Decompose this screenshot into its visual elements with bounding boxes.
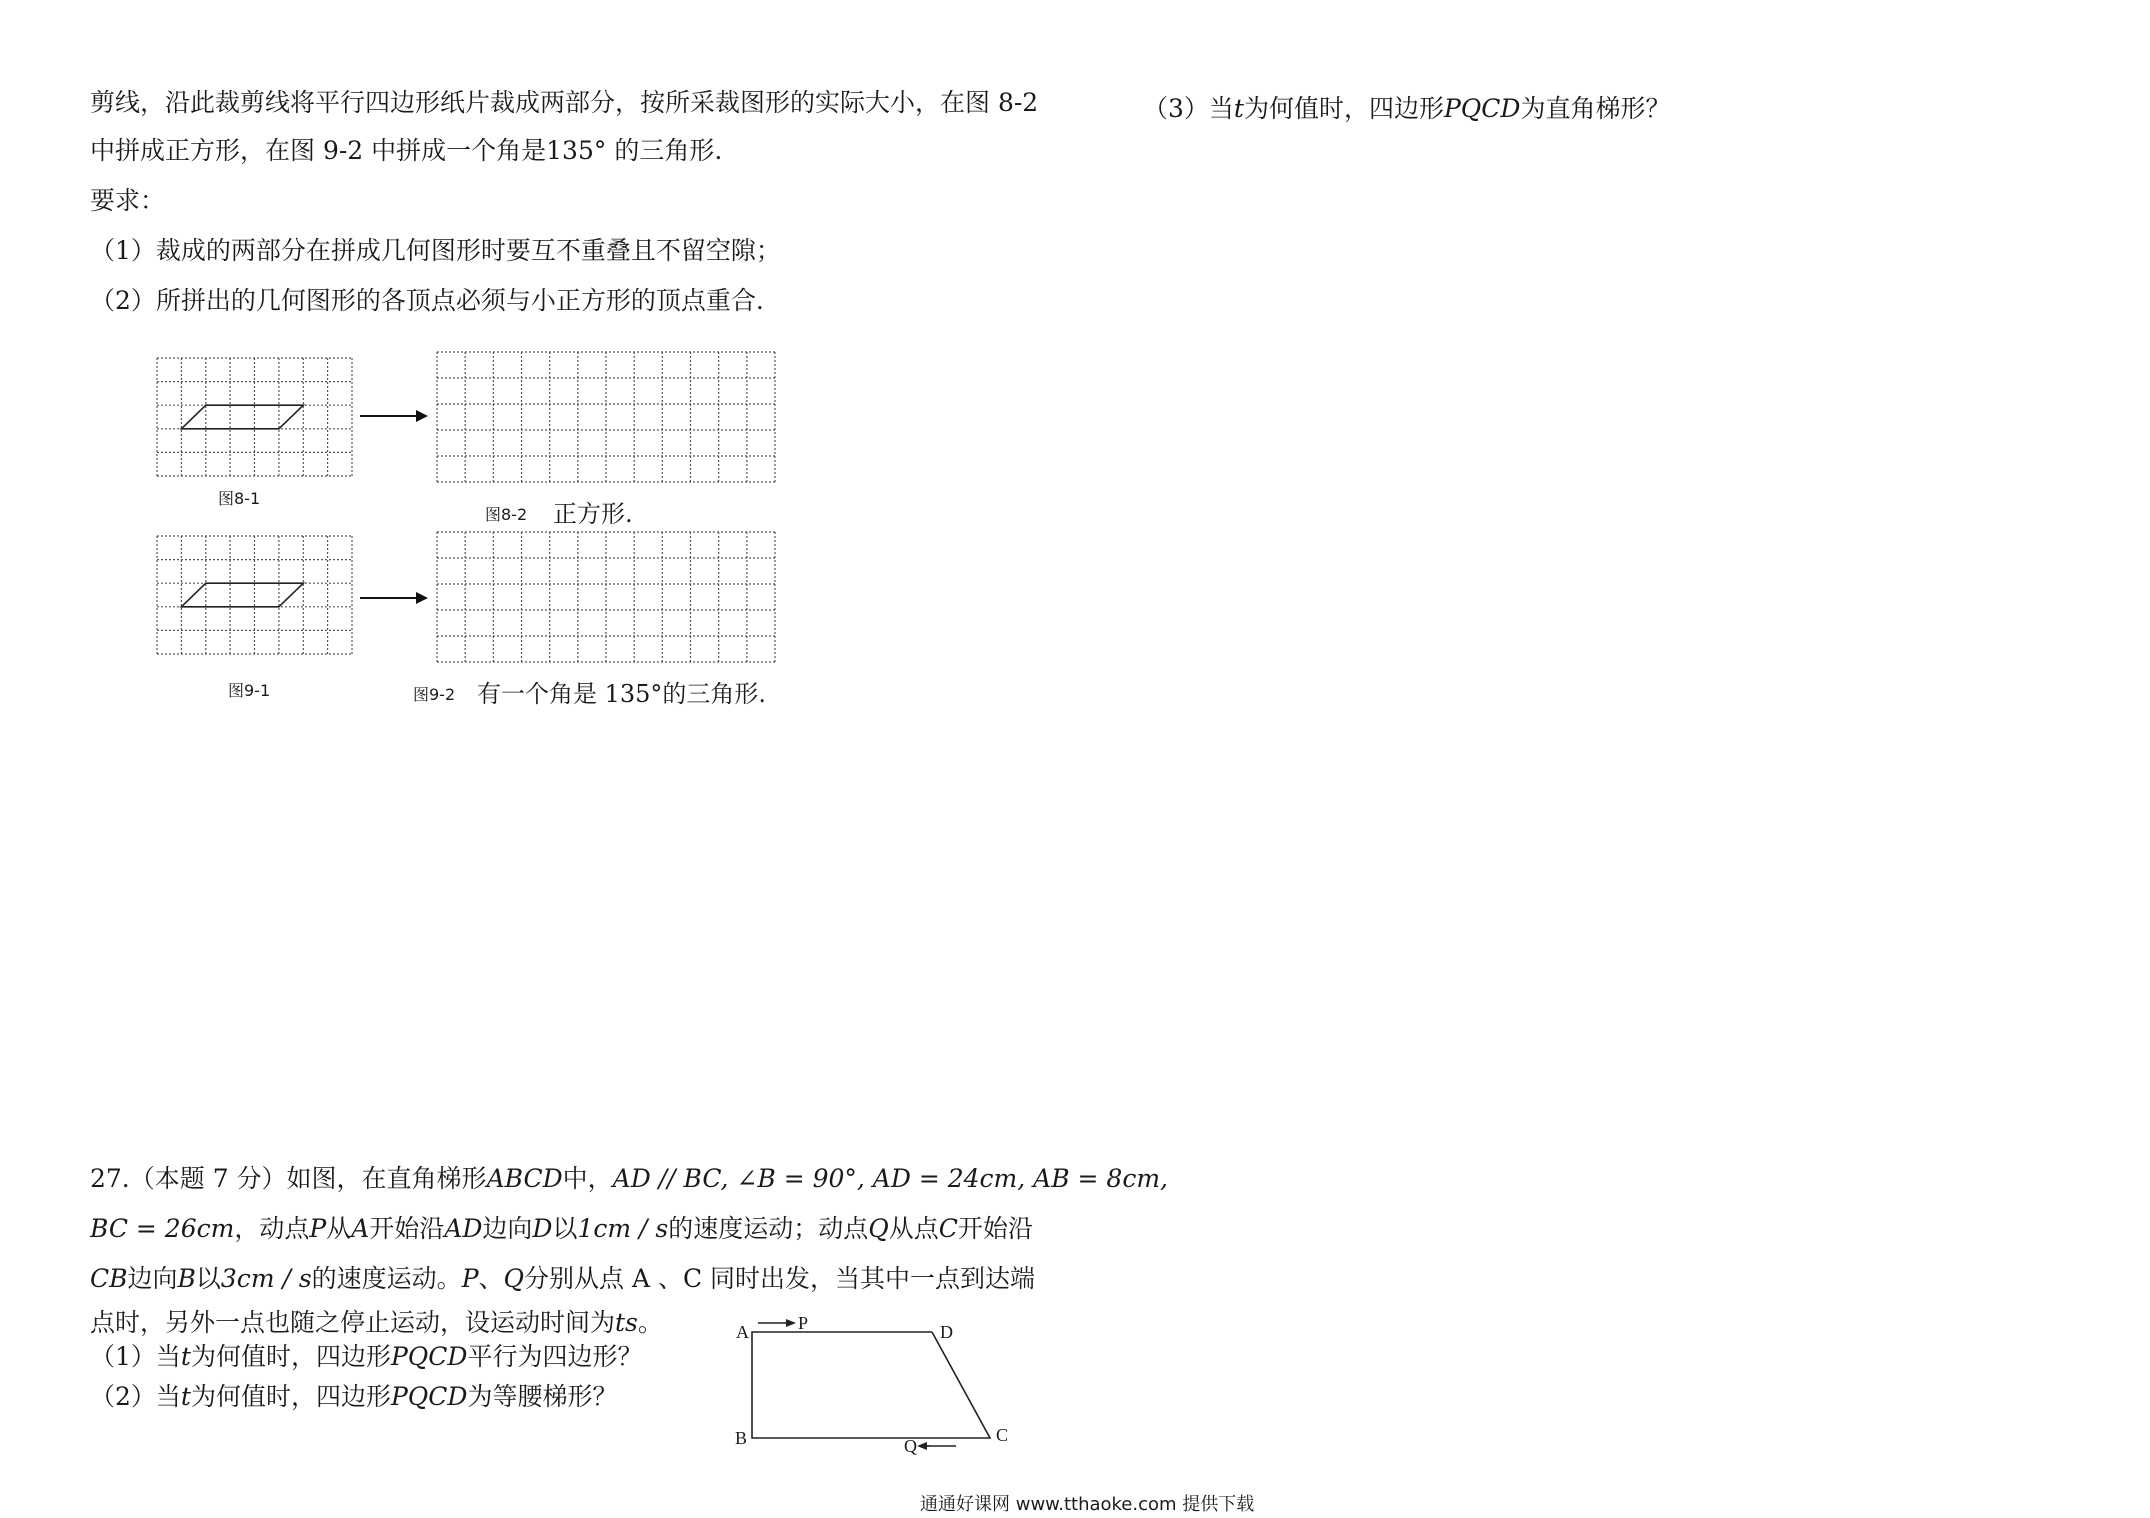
question-text: （2）当 [90, 1382, 181, 1411]
figure-9-2-label: 图9-2 [413, 685, 456, 704]
problem-27-text: 27.（本题 7 分）如图，在直角梯形 [90, 1164, 487, 1193]
problem-27-text: 开始沿 [369, 1214, 445, 1243]
point-q: Q [503, 1264, 525, 1293]
problem-27-text: 。 [637, 1308, 663, 1337]
arrow-right-icon [360, 590, 430, 606]
problem-27-line-2 [90, 1212, 1033, 1246]
label-c: C [996, 1425, 1009, 1445]
question-1 [90, 1340, 642, 1374]
segment-ad: AD [444, 1214, 483, 1243]
question-text: 为何值时，四边形 [1243, 94, 1444, 123]
text-line-1: 剪线，沿此裁剪线将平行四边形纸片裁成两部分，按所采裁图形的实际大小，在图 8-2 [90, 88, 1039, 117]
problem-27-abcd: ABCD [486, 1164, 563, 1193]
requirement-1: （1）裁成的两部分在拼成几何图形时要互不重叠且不留空隙； [90, 236, 781, 265]
problem-27-text: 分别从点 A 、C 同时出发，当其中一点到达端 [524, 1264, 1036, 1293]
speed-p: 1cm / s [577, 1214, 669, 1243]
figure-8-2-label: 图8-2 [485, 505, 528, 524]
arrow-p-head [786, 1319, 796, 1327]
problem-27-text: 从点 [888, 1214, 939, 1243]
question-text: （3）当 [1143, 94, 1234, 123]
problem-27-text: ，动点 [234, 1214, 310, 1243]
problem-27-text: 边向 [482, 1214, 533, 1243]
point-p: P [309, 1214, 327, 1243]
problem-27-text: 中， [562, 1164, 613, 1193]
question-text: 为何值时，四边形 [190, 1382, 391, 1411]
problem-27-text: 的速度运动；动点 [668, 1214, 869, 1243]
figure-9-2-grid [437, 532, 775, 662]
label-a: A [736, 1322, 749, 1342]
problem-27-text: 以 [552, 1214, 578, 1243]
problem-27-text: 以 [195, 1264, 221, 1293]
trapezoid-outline [752, 1332, 990, 1438]
problem-27-text: 从 [326, 1214, 352, 1243]
problem-27-text: 的速度运动。 [311, 1264, 462, 1293]
point-a: A [351, 1214, 370, 1243]
speed-q: 3cm / s [220, 1264, 312, 1293]
problem-27-line-4 [90, 1306, 663, 1340]
segment-cb: CB [90, 1264, 128, 1293]
point-b: B [177, 1264, 196, 1293]
trapezoid-abcd-figure [740, 1320, 1010, 1470]
point-c: C [938, 1214, 958, 1243]
question-text: 平行为四边形？ [467, 1342, 643, 1371]
figure-8-1-label: 图8-1 [218, 489, 261, 508]
label-q: Q [904, 1436, 917, 1456]
figure-9-1-label: 图9-1 [228, 681, 271, 700]
problem-27-text: 边向 [127, 1264, 178, 1293]
arrow-right-icon [360, 408, 430, 424]
problem-27-bc: BC = 26cm [90, 1214, 235, 1243]
time-ts: ts [615, 1308, 638, 1337]
problem-27-text: 点时，另外一点也随之停止运动，设运动时间为 [90, 1308, 616, 1337]
label-b: B [735, 1428, 748, 1448]
problem-27-line-1 [90, 1162, 1168, 1196]
label-d: D [940, 1322, 953, 1342]
question-text: 为直角梯形？ [1520, 94, 1671, 123]
variable-t: t [1233, 94, 1244, 123]
footer-credit: 通通好课网 www.tthaoke.com 提供下载 [920, 1494, 1255, 1515]
quad-pqcd: PQCD [1443, 94, 1521, 123]
figure-9-1-grid [157, 536, 352, 654]
quad-pqcd: PQCD [390, 1342, 468, 1371]
figure-8-2-grid [437, 352, 775, 482]
problem-27-line-3 [90, 1262, 1035, 1296]
arrow-q-head [917, 1442, 927, 1450]
question-text: （1）当 [90, 1342, 181, 1371]
question-2 [90, 1380, 617, 1414]
figure-8-2-caption: 正方形. [553, 500, 633, 528]
requirement-title: 要求： [90, 186, 166, 215]
text-line-2: 中拼成正方形，在图 9-2 中拼成一个角是135° 的三角形. [90, 136, 723, 165]
point-q: Q [868, 1214, 889, 1243]
quad-pqcd: PQCD [390, 1382, 468, 1411]
question-text: 为何值时，四边形 [190, 1342, 391, 1371]
figure-9-2-caption: 有一个角是 135°的三角形. [477, 680, 767, 708]
label-p: P [798, 1313, 809, 1333]
problem-27-text: 、 [478, 1264, 504, 1293]
point-p: P [461, 1264, 479, 1293]
variable-t: t [180, 1382, 191, 1411]
question-text: 为等腰梯形？ [467, 1382, 618, 1411]
problem-27-conditions: AD // BC, ∠B = 90°, AD = 24cm, AB = 8cm, [612, 1164, 1168, 1193]
figure-8-1-grid [157, 358, 352, 476]
point-d: D [532, 1214, 553, 1243]
requirement-2: （2）所拼出的几何图形的各顶点必须与小正方形的顶点重合. [90, 286, 764, 315]
question-3 [1143, 92, 1670, 126]
problem-27-text: 开始沿 [957, 1214, 1033, 1243]
variable-t: t [180, 1342, 191, 1371]
